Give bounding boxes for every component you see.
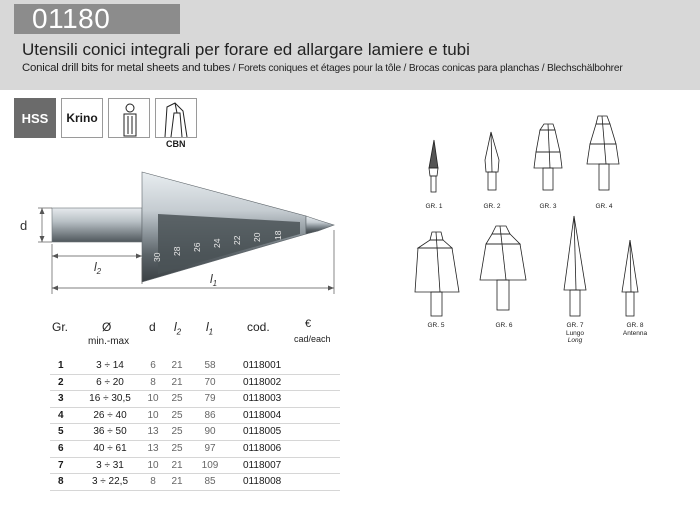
col-header-price: €: [305, 318, 312, 330]
row-gr: 4: [58, 409, 64, 421]
row-l2: 25: [171, 409, 183, 421]
row-code: 0118002: [243, 376, 282, 388]
row-l1: 58: [204, 360, 216, 371]
table-row: [50, 474, 340, 491]
figure-label-gr7-title: GR. 7: [566, 322, 584, 329]
row-d: 10: [147, 409, 159, 421]
row-l1: 109: [201, 459, 219, 471]
row-d: 8: [150, 476, 156, 488]
row-gr: 7: [58, 459, 64, 471]
row-gr: 1: [58, 360, 64, 371]
table-row: [50, 391, 340, 408]
table-row: [50, 375, 340, 392]
row-code: 0118007: [243, 459, 282, 471]
step-mark: 30: [152, 252, 162, 262]
step-mark: 20: [252, 232, 262, 242]
row-d: 13: [147, 442, 159, 454]
figure-gr4: [587, 116, 619, 190]
hss-badge: HSS: [14, 98, 56, 138]
row-code: 0118004: [243, 409, 282, 421]
specifications-table: [50, 318, 340, 491]
table-row: [50, 458, 340, 475]
row-gr: 5: [58, 426, 64, 438]
d-dimension-label: d: [20, 218, 28, 233]
figure-label-gr8: [615, 322, 655, 337]
figure-label-gr7-sub: Lungo: [565, 329, 585, 337]
figure-label-gr7-sub2: Long: [567, 337, 583, 344]
row-l2: 21: [171, 459, 183, 471]
table-row: [50, 408, 340, 425]
row-diameter: 26 ÷ 40: [93, 409, 127, 421]
col-header-diameter-sub: min.-max: [88, 336, 130, 347]
row-l2: 21: [171, 376, 183, 388]
product-code: 01180: [14, 4, 180, 34]
step-mark: 22: [232, 235, 242, 245]
row-l2: 25: [171, 426, 183, 438]
table-row: [50, 358, 340, 375]
row-l1: 85: [204, 476, 216, 488]
table-header: [50, 318, 340, 358]
step-mark: 24: [212, 238, 222, 248]
row-code: 0118001: [243, 360, 282, 371]
figure-label-gr1: GR. 1: [425, 203, 443, 210]
col-header-gr: Gr.: [52, 320, 69, 334]
figure-gr1: [429, 140, 438, 192]
step-mark: 18: [273, 230, 283, 240]
row-d: 13: [147, 426, 159, 438]
figure-label-gr6: GR. 6: [495, 322, 513, 329]
figure-label-gr3: GR. 3: [539, 203, 557, 210]
row-diameter: 3 ÷ 22,5: [91, 476, 129, 488]
row-d: 8: [150, 376, 156, 388]
row-d: 6: [150, 360, 156, 371]
figure-gr8: [622, 240, 638, 316]
l2-dimension-label: $l_2$: [94, 260, 102, 276]
row-l1: 86: [204, 409, 216, 421]
row-code: 0118006: [243, 442, 282, 454]
row-code: 0118003: [243, 393, 282, 405]
row-l1: 97: [204, 442, 216, 454]
title-italian: Utensili conici integrali per forare ed allargare lamiere e tubi: [22, 40, 470, 59]
row-l1: 70: [204, 376, 216, 388]
title-other-languages: / Forets coniques et étages pour la tôle / Brocas conicas para planchas / Blechschälbohrer: [230, 63, 623, 74]
row-diameter: 3 ÷ 14: [96, 360, 124, 371]
col-header-l2: $l_2$: [174, 320, 182, 337]
row-diameter: 36 ÷ 50: [93, 426, 127, 438]
row-gr: 6: [58, 442, 64, 454]
row-l1: 90: [204, 426, 216, 438]
row-l2: 25: [171, 442, 183, 454]
krino-badge: Krino: [61, 98, 103, 138]
col-header-code: cod.: [247, 320, 270, 334]
figure-gr2: [485, 132, 499, 190]
figure-label-gr7: [557, 322, 593, 345]
row-code: 0118008: [243, 476, 282, 488]
l1-dimension-label: $l_1$: [210, 272, 218, 288]
row-l2: 25: [171, 393, 183, 405]
col-header-l1: $l_1$: [206, 320, 214, 337]
row-l2: 21: [171, 360, 183, 371]
step-mark: 28: [172, 246, 182, 256]
col-header-diameter: Ø: [102, 320, 112, 334]
row-code: 0118005: [243, 426, 282, 438]
row-gr: 2: [58, 376, 64, 388]
figure-label-gr4: GR. 4: [595, 203, 613, 210]
row-d: 10: [147, 393, 159, 405]
table-body: [50, 358, 340, 491]
col-header-d: d: [149, 320, 156, 334]
title-english: Conical drill bits for metal sheets and tubes: [22, 62, 231, 74]
cbn-label: CBN: [166, 139, 186, 149]
row-l1: 79: [204, 393, 216, 405]
figure-label-gr8-sub: Antenna: [622, 329, 648, 337]
table-row: [50, 424, 340, 441]
row-diameter: 40 ÷ 61: [93, 442, 127, 454]
figure-gr7: [564, 216, 586, 316]
row-diameter: 16 ÷ 30,5: [89, 393, 131, 405]
row-l2: 21: [171, 476, 183, 488]
table-row: [50, 441, 340, 458]
row-gr: 3: [58, 393, 64, 405]
figure-label-gr8-title: GR. 8: [626, 322, 644, 329]
row-diameter: 3 ÷ 31: [96, 459, 124, 471]
step-mark: 26: [192, 242, 202, 252]
figure-label-gr5: GR. 5: [427, 322, 445, 329]
figure-label-gr2: GR. 2: [483, 203, 501, 210]
row-diameter: 6 ÷ 20: [96, 376, 124, 388]
row-d: 10: [147, 459, 159, 471]
figure-gr5: [415, 232, 459, 316]
figure-gr3: [534, 124, 562, 190]
figure-gr6: [480, 226, 526, 310]
col-header-price-sub: cad/each: [294, 334, 331, 344]
row-gr: 8: [58, 476, 64, 488]
